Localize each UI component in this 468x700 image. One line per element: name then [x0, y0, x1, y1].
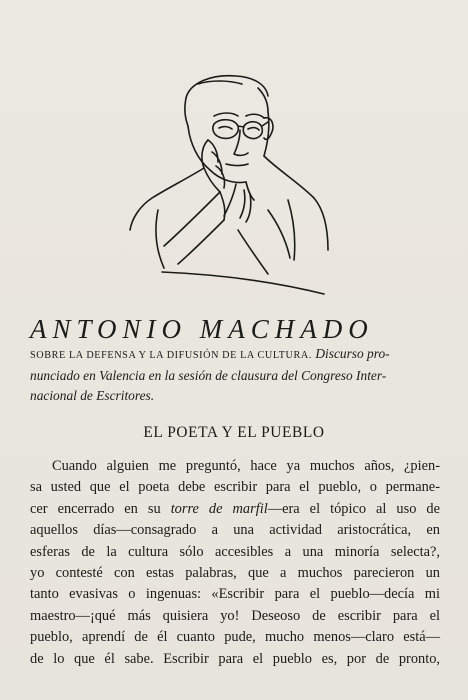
- portrait-drawing: [118, 60, 338, 300]
- page-title: ANTONIO MACHADO: [30, 314, 374, 344]
- line3-italic: torre de marfil: [170, 500, 268, 517]
- body-line: Cuando alguien me preguntó, hace ya muchos años, ¿pien-: [52, 458, 440, 474]
- body-line: maestro—¡qué más quisiera yo! Deseoso de escribir para el: [30, 607, 440, 624]
- body-line-italic-phrase: [30, 499, 440, 520]
- line3-after: —era el tópico al uso de: [267, 500, 441, 517]
- body-line: de lo que él sabe. Escribir para el pueblo es, por de pronto,: [30, 650, 440, 667]
- subtitle-caps: SOBRE LA DEFENSA Y LA DIFUSIÓN DE LA CULTURA.: [30, 350, 312, 361]
- body-line: esferas de la cultura sólo accesibles a una minoría selecta?,: [30, 543, 440, 560]
- body-line: sa usted que el poeta debe escribir para el pueblo, o permane-: [30, 479, 440, 496]
- subtitle-italic-2: nunciado en Valencia en la sesión de clausura del Congreso Inter-: [30, 368, 387, 383]
- body-text: [30, 456, 440, 670]
- body-line: yo contesté con estas palabras, que a muchos parecieron un: [30, 565, 440, 582]
- line3-before: cer encerrado en su: [30, 500, 171, 517]
- body-line: pueblo, aprendí de él cuanto pude, mucho menos—claro está—: [30, 629, 440, 646]
- subtitle-italic-3: nacional de Escritores.: [30, 388, 155, 403]
- body-line: aquellos días—consagrado a una actividad aristocrática, en: [30, 522, 440, 539]
- section-heading: EL POETA Y EL PUEBLO: [143, 424, 325, 441]
- subtitle-italic-1: Discurso pro-: [312, 346, 390, 361]
- body-line: tanto evasivas o ingenuas: «Escribir para el pueblo—decía mi: [30, 586, 440, 603]
- subtitle: [30, 344, 440, 406]
